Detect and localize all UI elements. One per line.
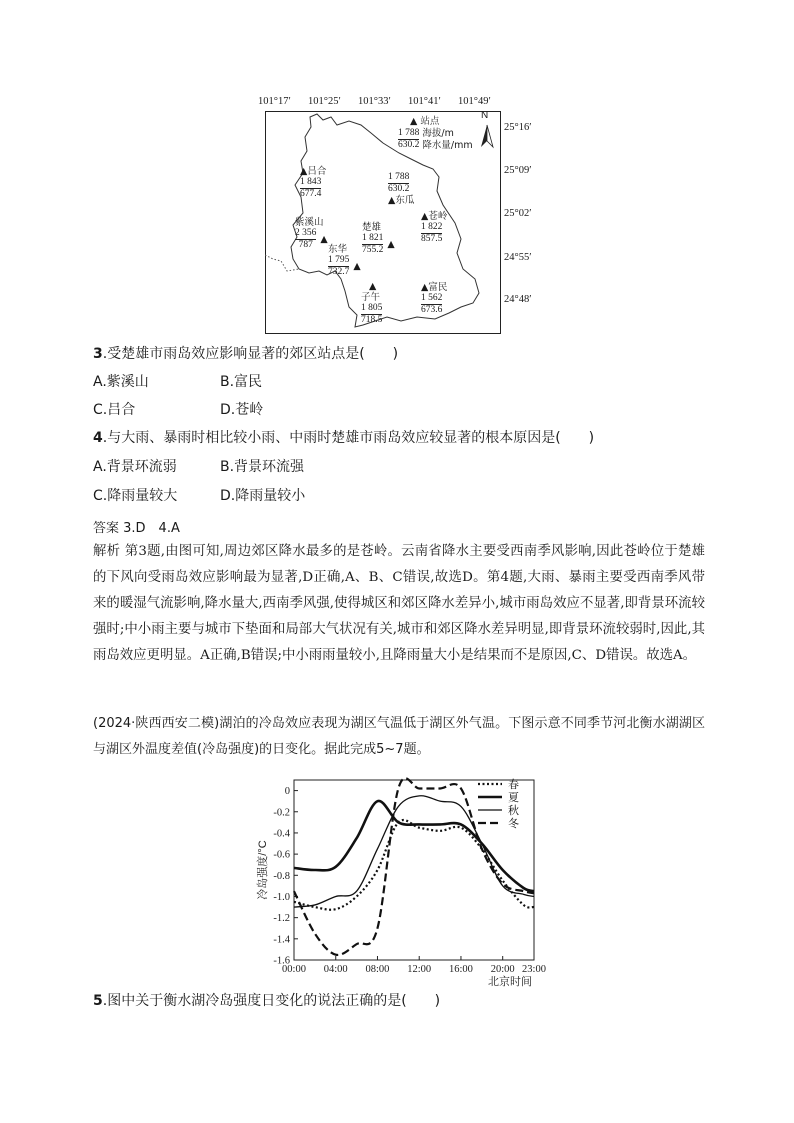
station-name: 吕合 — [307, 166, 327, 177]
station-0 — [300, 166, 326, 200]
x-tick-label: 20:00 — [490, 964, 515, 975]
station-triangle-icon: ▲ — [300, 166, 308, 177]
station-5 — [328, 244, 361, 278]
option-3c[interactable]: C.吕合 — [93, 402, 136, 418]
option-3b[interactable]: B.富民 — [220, 374, 263, 390]
legend-label: 秋 — [508, 805, 519, 817]
series-line-秋 — [294, 796, 534, 907]
lat-label: 25°02′ — [504, 208, 532, 219]
intro-text: (2024·陕西西安二模)湖泊的冷岛效应表现为湖区气温低于湖区外气温。下图示意不同季节河北衡水湖湖区与湖区外温度差值(冷岛强度)的日变化。据此完成5~7题。 — [93, 716, 705, 757]
legend-label: 夏 — [508, 792, 519, 804]
county-line — [265, 255, 299, 271]
lon-label: 101°17′ — [258, 96, 291, 107]
station-rainfall: 718.5 — [361, 315, 383, 325]
explanation-text: 解析 第3题,由图可知,周边郊区降水最多的是苍岭。云南省降水主要受西南季风影响,因此苍岭位于楚雄的下风向受雨岛效应影响最为显著,D正确,A、B、C错误,故选D。第4题,大雨、暴雨主要受西南季风带来的暖湿气流影响,降水量大,西南季风强,使得城区和郊区降水差异小,城市雨岛效应不显著,即背景环流较强时;中小雨主要与城市下垫面和局部大气状况有关,城市和郊区降水差异明显,即背景环流较弱时,因此,其雨岛效应更明显。A正确,B错误;中小雨雨量较小,且降雨量大小是结果而不是原因,C、D错误。故选A。 — [93, 544, 705, 663]
station-altitude: 1 788 — [388, 172, 410, 182]
y-tick-label: -0.4 — [273, 828, 290, 840]
y-tick-label: -0.2 — [273, 807, 290, 819]
y-tick-label: 0 — [284, 786, 290, 798]
option-4d[interactable]: D.降雨量较小 — [220, 488, 306, 504]
lon-label: 101°49′ — [458, 96, 491, 107]
y-axis-label: 冷岛强度/°C — [257, 840, 269, 900]
question-4: 4.与大雨、暴雨时相比较小雨、中雨时楚雄市雨岛效应较显著的根本原因是( ) — [93, 430, 595, 446]
lon-label: 101°25′ — [308, 96, 341, 107]
y-tick-label: -1.4 — [273, 934, 290, 946]
y-tick-label: -0.6 — [273, 849, 290, 861]
triangle-icon: ▲ — [410, 116, 418, 127]
lat-label: 24°55′ — [504, 252, 532, 263]
station-triangle-icon: ▲ — [353, 261, 361, 272]
station-rainfall: 673.6 — [421, 305, 443, 315]
station-name: 东华 — [328, 244, 348, 255]
cold-island-chart — [252, 770, 552, 988]
x-tick-label: 08:00 — [365, 964, 390, 975]
series-line-冬 — [294, 778, 534, 955]
option-3d[interactable]: D.苍岭 — [220, 402, 264, 418]
station-1 — [388, 172, 414, 206]
x-tick-label: 00:00 — [282, 964, 306, 975]
station-4 — [421, 211, 447, 245]
option-4c[interactable]: C.降雨量较大 — [93, 488, 178, 504]
station-triangle-icon: ▲ — [388, 195, 396, 206]
station-altitude: 1 821 — [362, 233, 384, 243]
x-tick-label: 23:00 — [522, 964, 546, 975]
x-tick-label: 04:00 — [323, 964, 348, 975]
question-3: 3.受楚雄市雨岛效应影响显著的郊区站点是( ) — [93, 346, 399, 362]
y-tick-label: -1.2 — [273, 913, 290, 925]
station-rainfall: 787 — [298, 240, 313, 250]
legend-label: 冬 — [508, 818, 519, 830]
station-triangle-icon: ▲ — [320, 234, 328, 245]
x-tick-label: 16:00 — [448, 964, 473, 975]
north-arrow-icon — [481, 125, 493, 147]
map-legend: ▲ 站点 1 788 630.2 海拔/m 降水量/mm — [398, 116, 473, 151]
legend-label: 春 — [508, 779, 519, 791]
lat-label: 24°48′ — [504, 294, 532, 305]
station-3 — [362, 222, 395, 256]
station-rainfall: 857.5 — [421, 234, 443, 244]
y-tick-label: -0.8 — [273, 870, 290, 882]
station-name: 楚雄 — [362, 222, 382, 233]
lon-label: 101°33′ — [358, 96, 391, 107]
station-triangle-icon: ▲ — [421, 282, 429, 293]
station-name: 紫溪山 — [295, 217, 324, 228]
station-triangle-icon: ▲ — [387, 239, 395, 250]
question-5: 5.图中关于衡水湖冷岛强度日变化的说法正确的是( ) — [93, 993, 441, 1009]
station-altitude: 1 822 — [421, 222, 443, 232]
station-triangle-icon: ▲ — [421, 211, 429, 222]
y-tick-label: -1.0 — [273, 891, 290, 903]
station-rainfall: 677.4 — [300, 189, 322, 199]
station-altitude: 1 843 — [300, 177, 322, 187]
station-name: 苍岭 — [428, 211, 448, 222]
station-name: 子午 — [361, 292, 381, 303]
answer-line: 答案 3.D 4.A — [93, 521, 180, 536]
station-triangle-icon: ▲ — [369, 281, 377, 292]
lon-label: 101°41′ — [408, 96, 441, 107]
y-tick-label: -1.6 — [273, 955, 290, 967]
station-name: 富民 — [428, 282, 448, 293]
option-3a[interactable]: A.紫溪山 — [93, 374, 149, 390]
station-rainfall: 732.7 — [328, 267, 350, 277]
station-altitude: 1 562 — [421, 293, 443, 303]
option-4b[interactable]: B.背景环流强 — [220, 459, 305, 475]
lat-label: 25°16′ — [504, 122, 532, 133]
station-rainfall: 755.2 — [362, 245, 384, 255]
station-7 — [421, 282, 447, 316]
x-tick-label: 12:00 — [407, 964, 432, 975]
lat-label: 25°09′ — [504, 165, 532, 176]
station-name: 东瓜 — [395, 195, 415, 206]
north-label: N — [481, 110, 489, 121]
station-altitude: 1 795 — [328, 255, 350, 265]
x-axis-label: 北京时间 — [488, 976, 532, 988]
option-4a[interactable]: A.背景环流弱 — [93, 459, 177, 475]
station-6 — [361, 281, 382, 326]
station-altitude: 2 356 — [295, 228, 317, 238]
station-2 — [295, 217, 328, 251]
station-altitude: 1 805 — [361, 303, 383, 313]
station-rainfall: 630.2 — [388, 184, 410, 194]
